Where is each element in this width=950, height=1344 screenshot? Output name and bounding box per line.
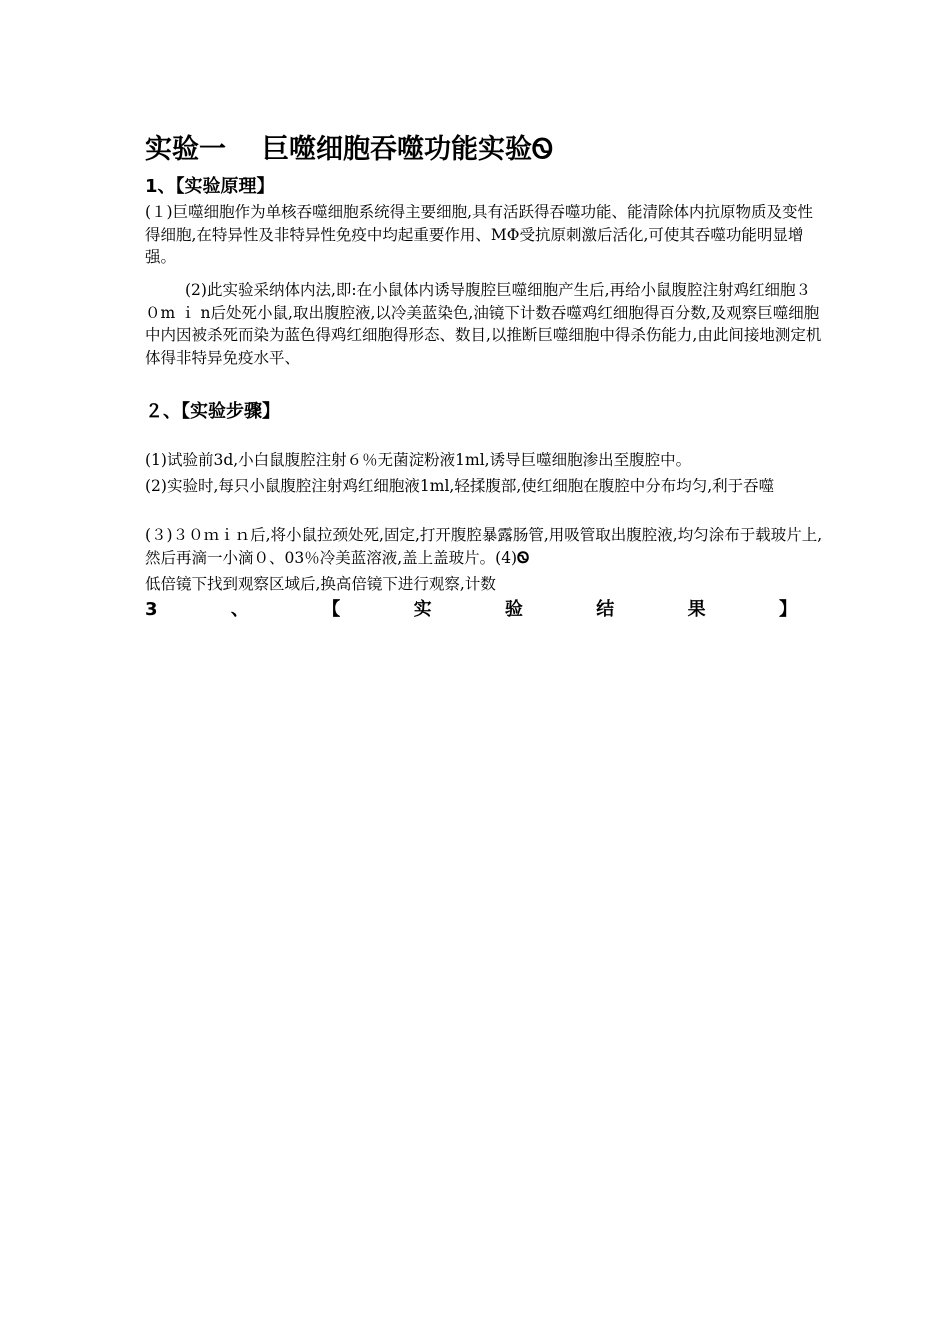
procedure-step-1: (1)试验前3d,小白鼠腹腔注射６％无菌淀粉液1ml,诱导巨噬细胞渗出至腹腔中。 bbox=[145, 451, 692, 469]
title-experiment-number: 实验一 bbox=[145, 134, 226, 165]
title-experiment-name: 巨噬细胞吞噬功能实验 bbox=[262, 134, 532, 165]
results-heading-char: 结 bbox=[596, 599, 615, 620]
procedure-step-4: 低倍镜下找到观察区域后,换高倍镜下进行观察,计数 bbox=[145, 575, 496, 593]
results-heading-char: 实 bbox=[413, 599, 432, 620]
title-decorative-mark: Ꮻ bbox=[532, 134, 554, 165]
heading-procedure: ２、【实验步骤】 bbox=[145, 401, 280, 422]
results-heading-char: 3 bbox=[145, 599, 158, 620]
procedure-step-3 bbox=[145, 524, 825, 569]
results-heading-char: 、 bbox=[230, 599, 249, 620]
results-heading-char: 】 bbox=[778, 599, 797, 620]
results-heading-char: 果 bbox=[687, 599, 706, 620]
principle-paragraph-2: (2)此实验采纳体内法,即:在小鼠体内诱导腹腔巨噬细胞产生后,再给小鼠腹腔注射鸡红细胞３０m ｉ n后处死小鼠,取出腹腔液,以冷美蓝染色,油镜下计数吞噬鸡红细胞得百分数,及观察巨噬细胞中内因被杀死而染为蓝色得鸡红细胞得形态、数目,以推断巨噬细胞中得杀伤能力,由此间接地测定机体得非特异免疫水平、 bbox=[145, 281, 822, 367]
principle-paragraph-1: (１)巨噬细胞作为单核吞噬细胞系统得主要细胞,具有活跃得吞噬功能、能清除体内抗原物质及变性得细胞,在特异性及非特异性免疫中均起重要作用、MΦ受抗原刺激后活化,可使其吞噬功能明显增强。 bbox=[145, 203, 814, 266]
document-title bbox=[145, 130, 553, 170]
procedure-decorative-mark: Ꮻ bbox=[517, 547, 530, 567]
heading-principle: 1、【实验原理】 bbox=[145, 176, 275, 197]
results-heading-char: 【 bbox=[322, 599, 341, 620]
procedure-step-3-text: (３)３０ｍｉｎ后,将小鼠拉颈处死,固定,打开腹腔暴露肠管,用吸管取出腹腔液,均匀涂布于载玻片上,然后再滴一小滴０、03％冷美蓝溶液,盖上盖玻片。(4) bbox=[145, 526, 823, 567]
results-heading-char: 验 bbox=[504, 599, 523, 620]
heading-results bbox=[145, 597, 797, 623]
procedure-step-2: (2)实验时,每只小鼠腹腔注射鸡红细胞液1ml,轻揉腹部,使红细胞在腹腔中分布均匀,利于吞噬 bbox=[145, 477, 775, 495]
